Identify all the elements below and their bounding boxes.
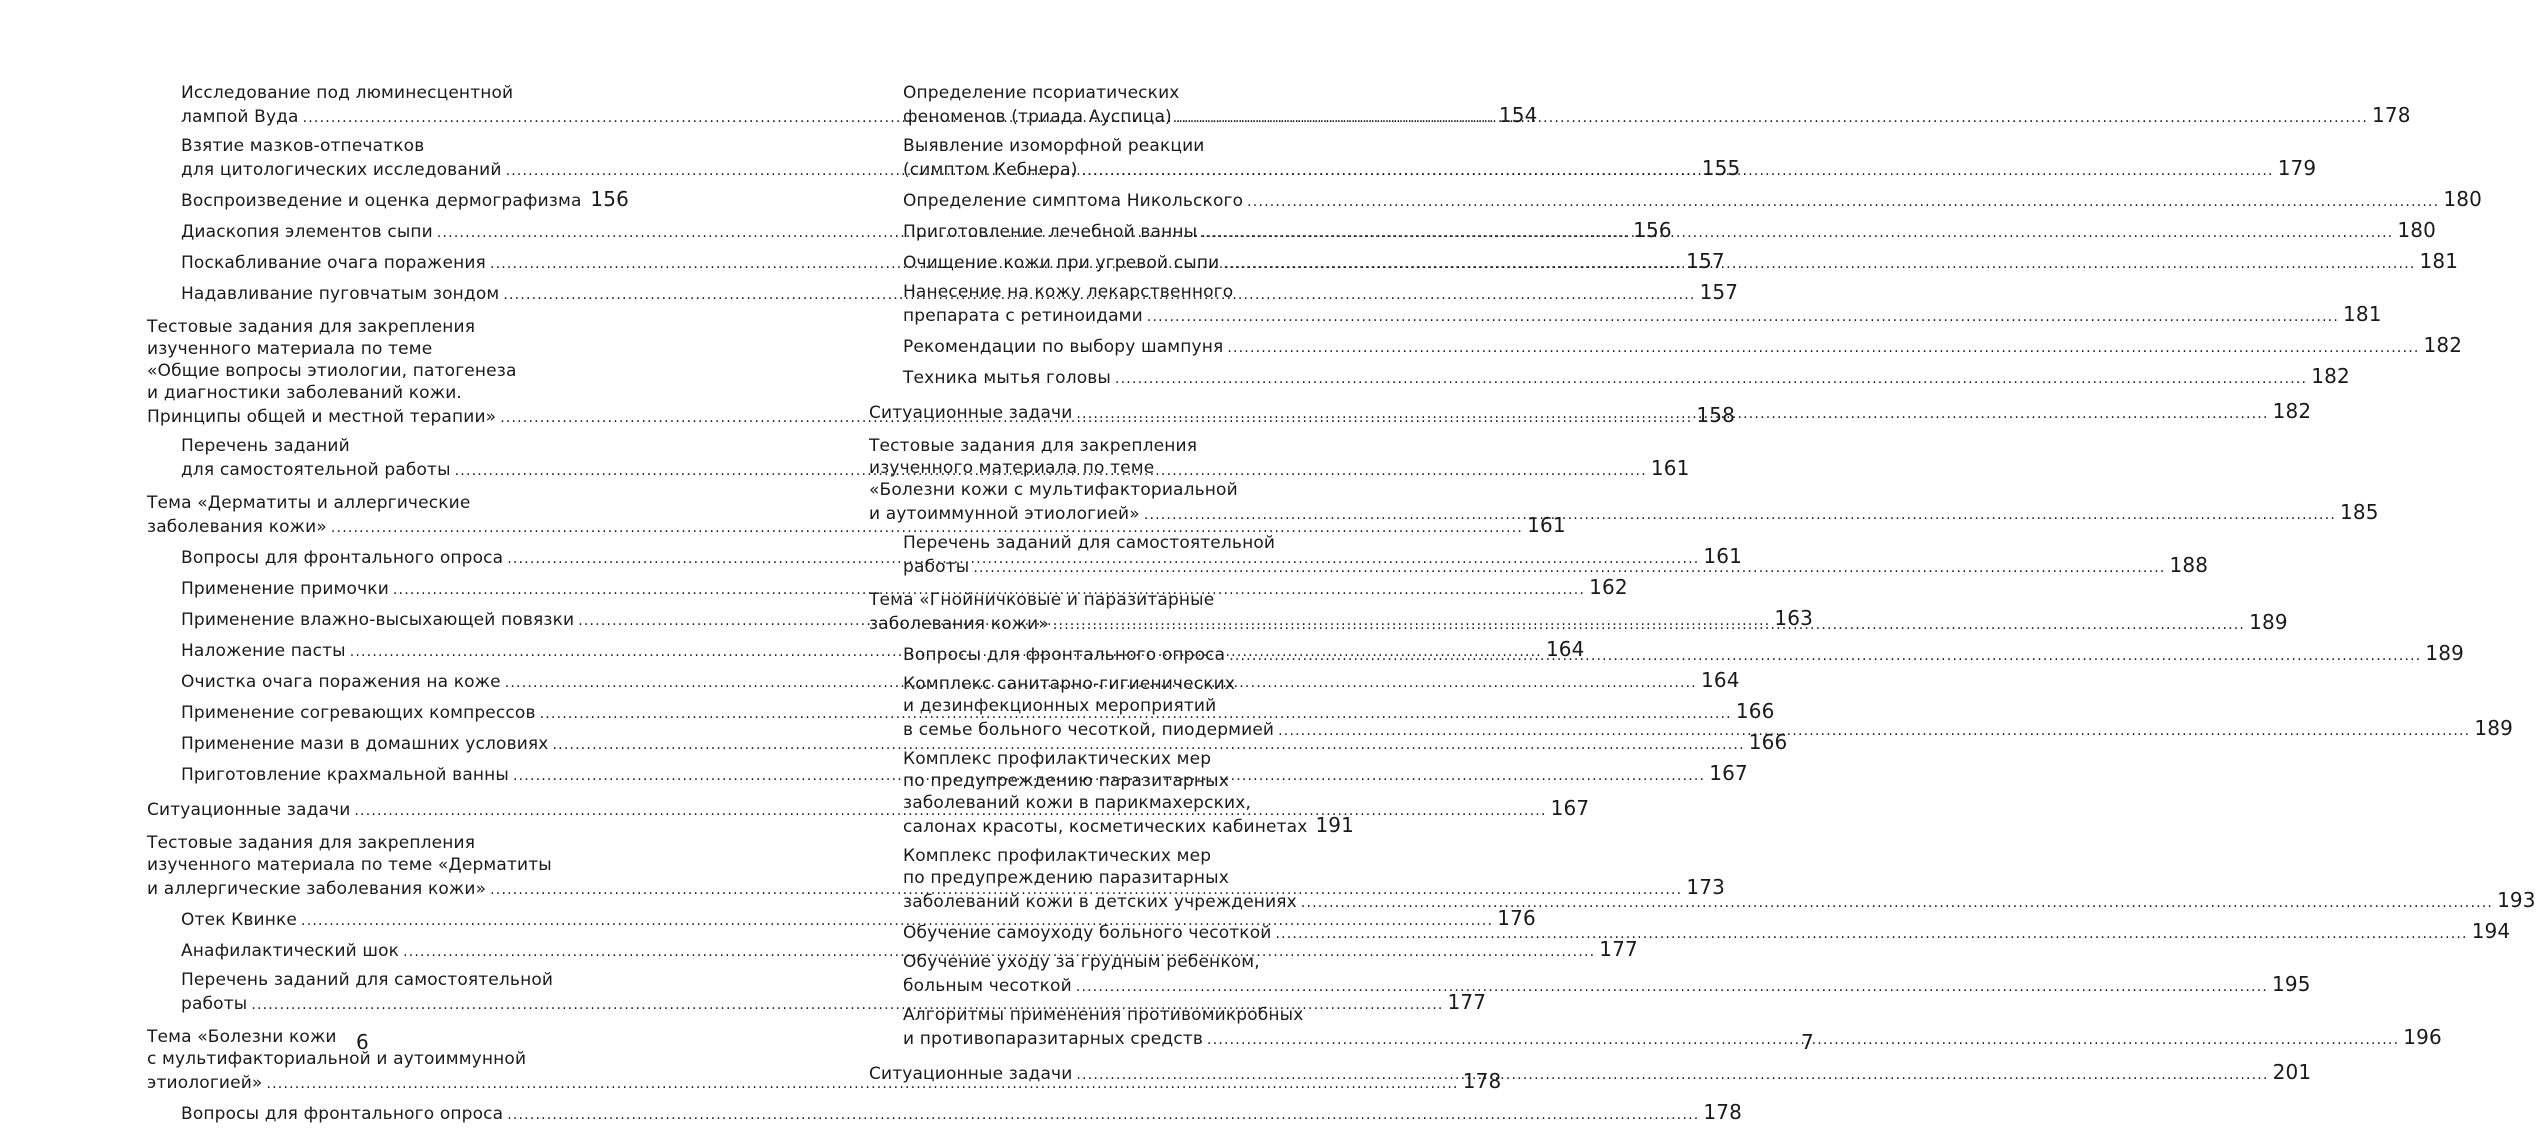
toc-page-number: 166	[1748, 730, 1788, 754]
toc-page-number: 157	[1699, 280, 1739, 304]
toc-entry-line: Взятие мазков-отпечатков	[181, 136, 425, 156]
toc-entry-title: Очистка очага поражения на коже	[181, 672, 501, 692]
toc-page-number: 161	[1650, 456, 1690, 480]
toc-page-number: 167	[1550, 796, 1590, 820]
toc-entry-title: заболевания кожи»	[147, 517, 327, 537]
toc-entry-title: и аутоиммунной этиологией»	[869, 504, 1140, 524]
toc-page-number: 164	[1700, 668, 1740, 692]
toc-entry-line: «Общие вопросы этиологии, патогенеза	[147, 361, 517, 381]
toc-entry-line: Выявление изоморфной реакции	[903, 136, 1205, 156]
toc-page-number: 158	[1696, 403, 1736, 427]
toc-entry-last-line	[903, 919, 2511, 945]
toc-entry-line: с мультифакториальной и аутоиммунной	[147, 1049, 527, 1069]
toc-entry-title: Применение мази в домашних условиях	[181, 734, 549, 754]
toc-entry-line: изученного материала по теме	[869, 458, 1155, 478]
dot-leader	[1076, 976, 2268, 998]
toc-entry-title: Надавливание пуговчатым зондом	[181, 284, 500, 304]
toc-page-number: 179	[2277, 156, 2317, 180]
toc-page-number: 162	[1589, 575, 1628, 599]
toc-entry-line: по предупреждению паразитарных	[903, 868, 1229, 888]
dot-leader	[1147, 306, 2339, 328]
dot-leader	[1247, 191, 2439, 213]
toc-entry-line: Тема «Болезни кожи	[147, 1027, 337, 1047]
toc-entry-line: Тестовые задания для закрепления	[869, 436, 1198, 456]
toc-entry-line: Комплекс профилактических мер	[903, 846, 1212, 866]
toc-entry-title: феноменов (триада Ауспица)	[903, 107, 1172, 127]
dot-leader	[1081, 160, 2273, 182]
toc-entry-title: работы	[181, 994, 248, 1014]
dot-leader	[1053, 614, 2245, 636]
toc-entry-last-line	[903, 888, 2536, 914]
dot-leader	[1229, 645, 2421, 667]
toc-entry-title: Принципы общей и местной терапии»	[147, 407, 497, 427]
toc-entry-title: Применение примочки	[181, 579, 389, 599]
toc-page-number: 193	[2497, 888, 2536, 912]
toc-entry-title: Ситуационные задачи	[147, 800, 351, 820]
toc-entry-title: Отек Квинке	[181, 910, 298, 930]
toc-page-number: 194	[2471, 919, 2511, 943]
toc-page-number: 189	[2425, 641, 2465, 665]
toc-entry-title: Применение согревающих компрессов	[181, 703, 536, 723]
toc-page-number: 176	[1497, 906, 1536, 930]
toc-page-number: 196	[2403, 1025, 2442, 1049]
toc-entry-last-line	[903, 302, 2382, 328]
toc-page-number: 173	[1686, 875, 1725, 899]
toc-entry-title: заболеваний кожи в детских учреждениях	[903, 892, 1297, 912]
toc-page-number: 164	[1545, 637, 1585, 661]
dot-leader	[1115, 368, 2307, 390]
toc-entry-last-line	[181, 906, 1536, 932]
toc-entry-line: Обучение уходу за грудным ребенком,	[903, 952, 1260, 972]
toc-page-number: 156	[1633, 218, 1672, 242]
toc-entry-title: препарата с ретиноидами	[903, 306, 1143, 326]
toc-entry-title: (симптом Кебнера)	[903, 160, 1078, 180]
toc-entry-title: Ситуационные задачи	[869, 403, 1073, 423]
toc-entry-last-line	[181, 1100, 1743, 1126]
toc-entry-line: Перечень заданий для самостоятельной	[903, 533, 1276, 553]
toc-page-number: 188	[2169, 553, 2209, 577]
dot-leader	[1207, 1029, 2399, 1051]
toc-entry-title: Рекомендации по выбору шампуня	[903, 337, 1224, 357]
toc-entry	[903, 951, 2311, 998]
toc-page-number: 177	[1447, 990, 1487, 1014]
toc-entry-last-line	[903, 972, 2311, 998]
toc-entry-title: салонах красоты, косметических кабинетах	[903, 817, 1308, 837]
dot-leader	[1275, 923, 2467, 945]
toc-entry-title: больным чесоткой	[903, 976, 1072, 996]
toc-entry-title: Очищение кожи при угревой сыпи	[903, 253, 1220, 273]
toc-page-number: 167	[1709, 761, 1748, 785]
toc-page-number: 182	[2423, 333, 2463, 357]
toc-entry	[903, 364, 2350, 390]
page-number-right: 7	[1801, 1030, 1814, 1054]
dot-leader	[1227, 337, 2419, 359]
toc-page-number: 189	[2474, 716, 2513, 740]
toc-page-number: 156	[590, 187, 629, 211]
toc-entry	[181, 1100, 1743, 1126]
toc-entry-title: Анафилактический шок	[181, 941, 400, 961]
toc-entry	[903, 333, 2463, 359]
toc-entry-line: и дезинфекционных мероприятий	[903, 696, 1217, 716]
toc-entry	[903, 919, 2511, 945]
toc-entry-last-line	[903, 187, 2482, 213]
toc-entry-title: Вопросы для фронтального опроса	[181, 1104, 504, 1124]
toc-entry-title: Ситуационные задачи	[869, 1064, 1073, 1084]
toc-page-number: 166	[1735, 699, 1775, 723]
toc-entry	[181, 906, 1536, 932]
toc-entry-title: Приготовление крахмальной ванны	[181, 765, 509, 785]
toc-page-number: 155	[1701, 156, 1741, 180]
toc-entry-title: для самостоятельной работы	[181, 460, 451, 480]
toc-entry-line: Определение псориатических	[903, 83, 1180, 103]
toc-page-number: 161	[1527, 513, 1566, 537]
toc-entry	[181, 188, 629, 213]
toc-page-number: 163	[1774, 606, 1814, 630]
toc-page-number: 180	[2397, 218, 2437, 242]
toc-entry-line: Исследование под люминесцентной	[181, 83, 514, 103]
toc-entry-line: и диагностики заболеваний кожи.	[147, 383, 462, 403]
toc-page-number: 181	[2343, 302, 2382, 326]
toc-entry-line: Алгоритмы применения противомикробных	[903, 1005, 1304, 1025]
toc-page-number: 178	[2372, 103, 2411, 127]
toc-page-number: 181	[2419, 249, 2459, 273]
toc-entry-line: Перечень заданий для самостоятельной	[181, 970, 554, 990]
toc-entry	[903, 187, 2482, 213]
toc-entry-line: Тема «Гнойничковые и паразитарные	[869, 590, 1215, 610]
toc-entry-line: изученного материала по теме «Дерматиты	[147, 855, 552, 875]
toc-entry-title: Применение влажно-высыхающей повязки	[181, 610, 575, 630]
toc-entry-title: Воспроизведение и оценка дермографизма	[181, 191, 582, 211]
dot-leader	[1144, 504, 2336, 526]
toc-page-number: 195	[2272, 972, 2311, 996]
toc-page-number: 178	[1703, 1100, 1743, 1124]
toc-entry-title: Наложение пасты	[181, 641, 346, 661]
toc-page-number: 161	[1703, 544, 1743, 568]
toc-entry-line: Тема «Дерматиты и аллергические	[147, 493, 471, 513]
toc-entry	[903, 748, 1355, 839]
dot-leader	[1278, 720, 2470, 742]
toc-entry-title: лампой Вуда	[181, 107, 299, 127]
toc-entry-title: в семье больного чесоткой, пиодермией	[903, 720, 1275, 740]
toc-entry-title: Обучение самоуходу больного чесоткой	[903, 923, 1272, 943]
toc-entry-line: Нанесение на кожу лекарственного	[903, 282, 1234, 302]
toc-entry-line: Тестовые задания для закрепления	[147, 833, 476, 853]
toc-entry-line: по предупреждению паразитарных	[903, 771, 1229, 791]
toc-page-number: 157	[1686, 249, 1725, 273]
toc-entry-line: заболеваний кожи в парикмахерских,	[903, 793, 1251, 813]
dot-leader	[973, 557, 2165, 579]
toc-entry-title: Поскабливание очага поражения	[181, 253, 486, 273]
toc-entry-title: Диаскопия элементов сыпи	[181, 222, 433, 242]
toc-page-number: 180	[2443, 187, 2482, 211]
toc-entry-title: для цитологических исследований	[181, 160, 502, 180]
page-number-left: 6	[356, 1030, 369, 1054]
toc-page-number: 191	[1315, 813, 1355, 837]
dot-leader	[1076, 403, 2268, 425]
toc-page-number: 201	[2272, 1060, 2312, 1084]
toc-entry-title: работы	[903, 557, 970, 577]
toc-page-number: 185	[2340, 500, 2379, 524]
toc-entry-title: заболевания кожи»	[869, 614, 1049, 634]
toc-page-number: 182	[2311, 364, 2350, 388]
toc-entry-title: и противопаразитарных средств	[903, 1029, 1204, 1049]
dot-leader	[586, 191, 587, 213]
toc-entry-title: Определение симптома Никольского	[903, 191, 1244, 211]
toc-entry-line: изученного материала по теме	[147, 339, 433, 359]
toc-page-number: 154	[1498, 103, 1538, 127]
toc-entry-line: Комплекс профилактических мер	[903, 749, 1212, 769]
dot-leader	[1223, 253, 2415, 275]
dot-leader	[1176, 107, 2368, 129]
toc-entry-line: «Болезни кожи с мультифакториальной	[869, 480, 1238, 500]
dot-leader	[1301, 892, 2493, 914]
toc-entry-last-line	[903, 1025, 2442, 1051]
toc-page-number: 177	[1599, 937, 1638, 961]
toc-entry-line: Перечень заданий	[181, 436, 350, 456]
toc-entry-title: Приготовление лечебной ванны	[903, 222, 1198, 242]
toc-entry-title: этиологией»	[147, 1073, 263, 1093]
toc-entry-line: Комплекс санитарно-гигиенических	[903, 674, 1236, 694]
toc-entry-title: и аллергические заболевания кожи»	[147, 879, 487, 899]
toc-entry-title: Техника мытья головы	[903, 368, 1111, 388]
toc-entry-title: Вопросы для фронтального опроса	[181, 548, 504, 568]
toc-entry-line: Тестовые задания для закрепления	[147, 317, 476, 337]
dot-leader	[1076, 1064, 2268, 1086]
toc-entry-title: Вопросы для фронтального опроса	[903, 645, 1226, 665]
toc-entry-last-line	[903, 364, 2350, 390]
toc-entry-last-line	[903, 813, 1355, 839]
toc-entry-last-line	[903, 333, 2463, 359]
toc-entry	[903, 1004, 2442, 1051]
toc-page-number: 178	[1462, 1069, 1502, 1093]
dot-leader	[1201, 222, 2393, 244]
toc-page-number: 182	[2272, 399, 2312, 423]
toc-page-number: 189	[2249, 610, 2288, 634]
toc-entry-last-line	[181, 188, 629, 213]
